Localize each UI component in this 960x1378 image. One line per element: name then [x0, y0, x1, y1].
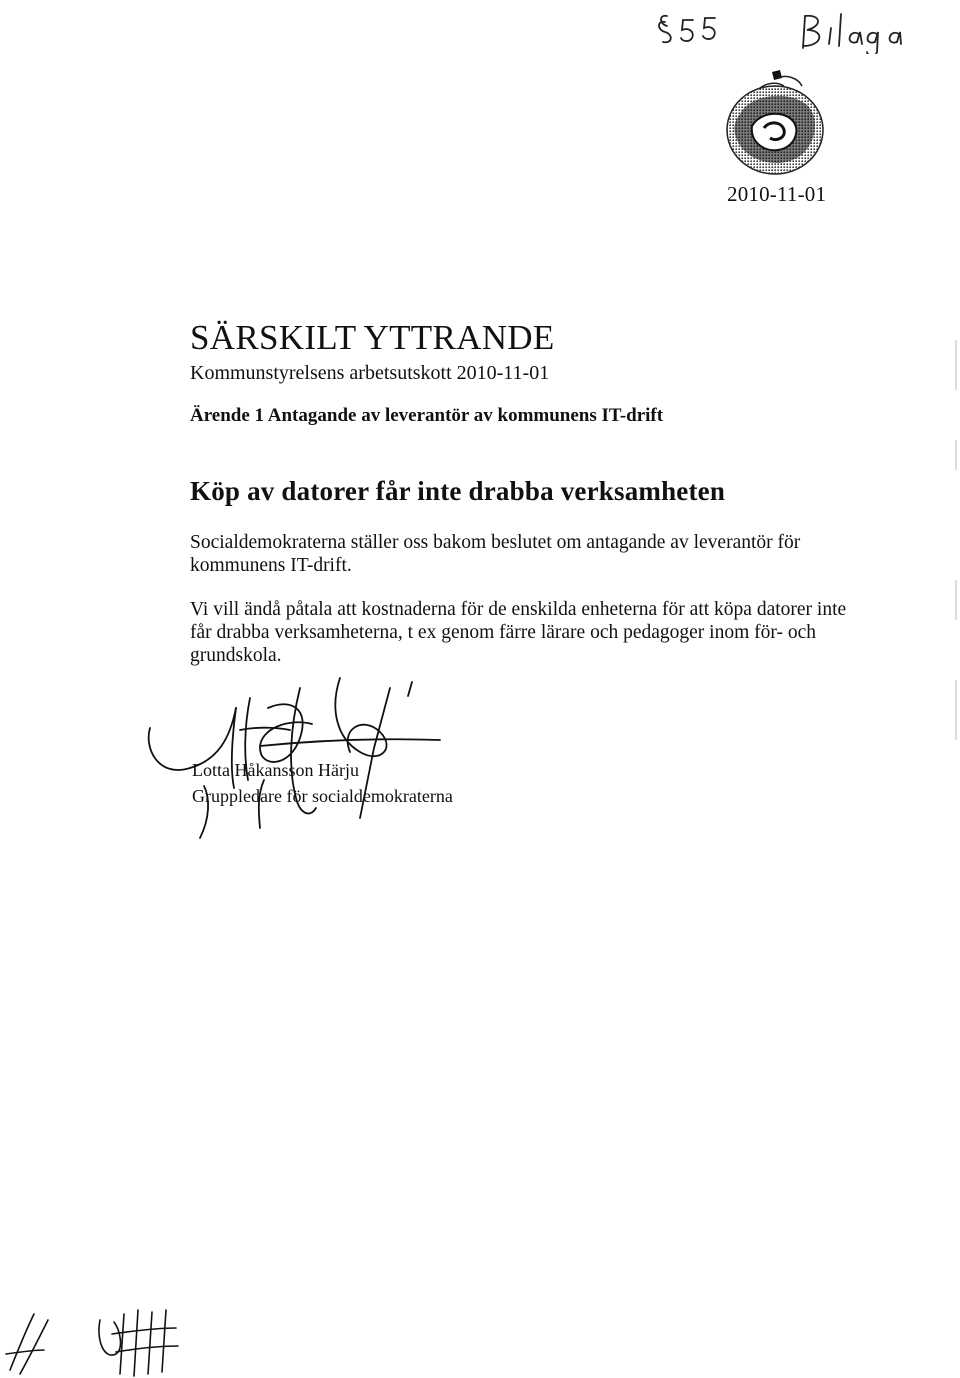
body-paragraph-1: Socialdemokraterna ställer oss bakom beslutet om antagande av leverantör för kommunens IT-drift.: [190, 532, 801, 576]
handwritten-initials: [0, 1300, 200, 1378]
agenda-item: Ärende 1 Antagande av leverantör av kommunens IT-drift: [190, 405, 664, 426]
rose-emblem-icon: [720, 64, 830, 179]
body-paragraph-2: Vi vill ändå påtala att kostnaderna för de enskilda enheterna för att köpa datorer inte får drabba verksamheterna, t ex genom färre lärare och pedagoger inom för- och grundskola.: [190, 599, 847, 666]
signer-name: Lotta Håkansson Härju: [192, 760, 359, 780]
handwritten-note: [655, 6, 905, 54]
document-subtitle: Kommunstyrelsens arbetsutskott 2010-11-01: [190, 362, 550, 384]
signer-role: Gruppledare för socialdemokraterna: [192, 786, 453, 806]
statement-headline: Köp av datorer får inte drabba verksamheten: [190, 476, 726, 506]
handwritten-signature: [140, 668, 460, 848]
document-title: SÄRSKILT YTTRANDE: [190, 318, 555, 357]
document-date: 2010-11-01: [727, 182, 827, 206]
scan-edge-marks: [952, 300, 960, 900]
